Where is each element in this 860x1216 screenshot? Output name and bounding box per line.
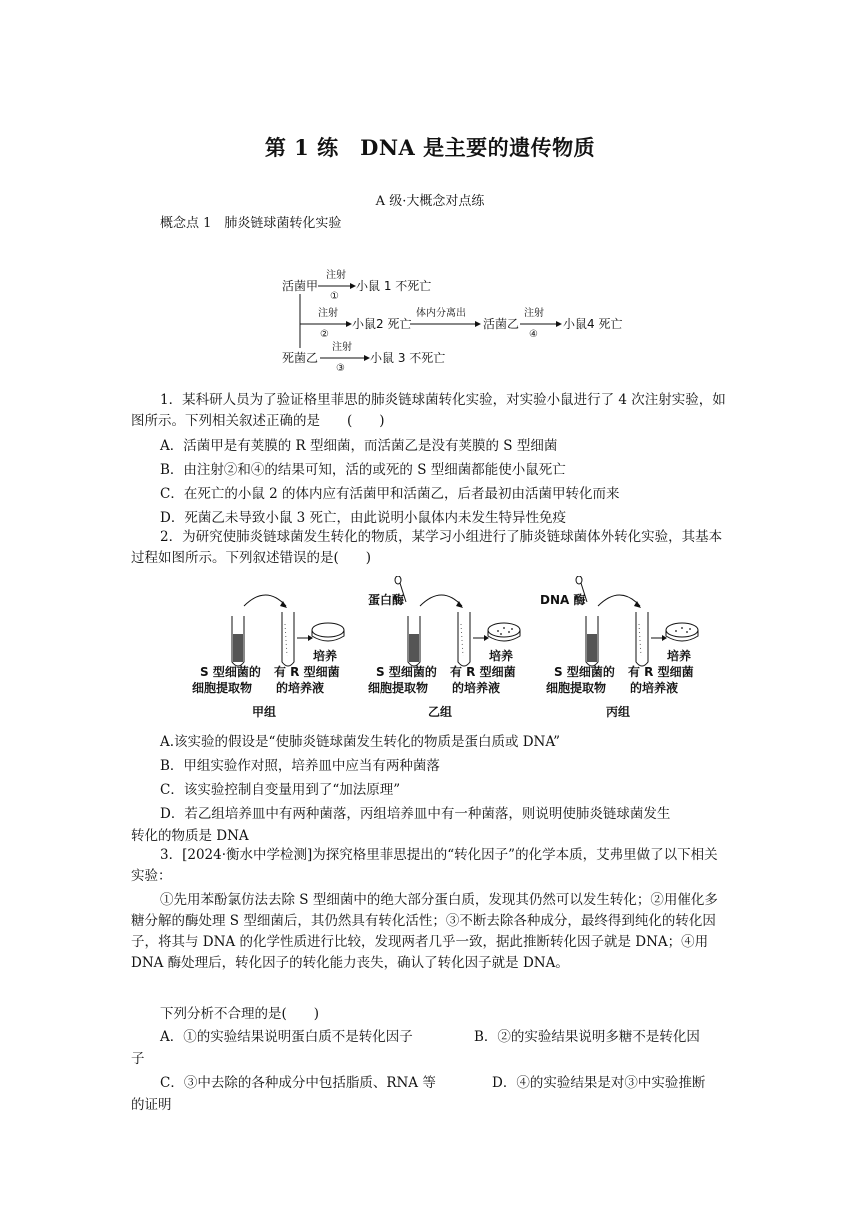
q2-option-d: D．若乙组培养皿中有两种菌落，丙组培养皿中有一种菌落，则说明使肺炎链球菌发生 xyxy=(160,806,671,822)
r-culture-c-1: 有 R 型细菌 xyxy=(628,665,694,679)
inject-label-3: 注射 xyxy=(332,342,352,353)
q3-body: ①先用苯酚氯仿法去除 S 型细菌中的绝大部分蛋白质，发现其仍然可以发生转化；②用催化多糖分解的酶处理 S 型细菌后，其仍然具有转化活性；③不断去除各种成分，最终得到纯化的转化因子，将其与 DNA 的化学性质进行比较，发现两者几乎一致，据此推断转化因子就是 DNA；④用 DNA 酶处理后，转化因子的转化能力丧失，确认了转化因子就是 DNA。 xyxy=(131,892,718,971)
s-extract-b-1: S 型细菌的 xyxy=(376,665,437,679)
mouse-4-label: 小鼠4 死亡 xyxy=(563,317,623,331)
mouse-2-label: 小鼠2 死亡 xyxy=(352,317,412,331)
q3-option-b-cont: 子 xyxy=(131,1051,145,1067)
r-culture-b-1: 有 R 型细菌 xyxy=(450,665,516,679)
level-heading: A 级·大概念对点练 xyxy=(375,194,485,209)
r-culture-a-2: 的培养液 xyxy=(276,681,325,695)
live-b-label: 活菌乙 xyxy=(483,317,520,331)
q1-option-b: B．由注射②和④的结果可知，活的或死的 S 型细菌都能使小鼠死亡 xyxy=(160,462,566,478)
q3-stem: 3．[2024·衡水中学检测]为探究格里菲思提出的“转化因子”的化学本质，艾弗里做了以下相关实验： xyxy=(131,847,718,884)
culture-label-c: 培养 xyxy=(667,649,692,663)
culture-label-a: 培养 xyxy=(313,649,338,663)
inject-label-2: 注射 xyxy=(318,308,338,319)
page-title: 第 1 练 DNA 是主要的遗传物质 xyxy=(264,135,596,160)
q3-option-a: A．①的实验结果说明蛋白质不是转化因子 xyxy=(160,1029,413,1045)
q2-option-c: C．该实验控制自变量用到了“加法原理” xyxy=(160,782,401,798)
s-extract-c-1: S 型细菌的 xyxy=(554,665,615,679)
step-3-label: ③ xyxy=(336,363,345,374)
dnase-label: DNA 酶 xyxy=(540,593,586,607)
inject-label-4: 注射 xyxy=(524,308,544,319)
q3-option-d-cont: 的证明 xyxy=(131,1097,172,1113)
group-a-label: 甲组 xyxy=(252,705,277,719)
dead-b-label: 死菌乙 xyxy=(282,351,319,365)
separate-label: 体内分离出 xyxy=(416,308,466,319)
q1-stem: 1．某科研人员为了验证格里菲思的肺炎链球菌转化实验，对实验小鼠进行了 4 次注射实验，如图所示。下列相关叙述正确的是 ( ) xyxy=(131,392,726,429)
step-2-label: ② xyxy=(320,329,329,340)
mouse-1-label: 小鼠 1 不死亡 xyxy=(356,279,432,293)
q2-stem: 2．为研究使肺炎链球菌发生转化的物质，某学习小组进行了肺炎链球菌体外转化实验，其基本过程如图所示。下列叙述错误的是( ) xyxy=(131,529,723,566)
protease-label: 蛋白酶 xyxy=(368,593,405,607)
s-extract-a-2: 细胞提取物 xyxy=(192,681,253,695)
q2-option-d-cont: 转化的物质是 DNA xyxy=(131,828,249,844)
r-culture-c-2: 的培养液 xyxy=(630,681,679,695)
q3-option-c: C．③中去除的各种成分中包括脂质、RNA 等 xyxy=(160,1075,436,1091)
q3-option-b: B．②的实验结果说明多糖不是转化因 xyxy=(474,1029,700,1045)
r-culture-a-1: 有 R 型细菌 xyxy=(274,665,340,679)
concept-heading: 概念点 1 肺炎链球菌转化实验 xyxy=(160,216,342,231)
culture-label-b: 培养 xyxy=(489,649,514,663)
q1-option-c: C．在死亡的小鼠 2 的体内应有活菌甲和活菌乙，后者最初由活菌甲转化而来 xyxy=(160,486,620,502)
s-extract-a-1: S 型细菌的 xyxy=(200,665,261,679)
q2-option-a: A.该实验的假设是“使肺炎链球菌发生转化的物质是蛋白质或 DNA” xyxy=(160,734,561,750)
r-culture-b-2: 的培养液 xyxy=(452,681,501,695)
group-b-label: 乙组 xyxy=(428,705,453,719)
q3-option-d: D．④的实验结果是对③中实验推断 xyxy=(492,1075,706,1091)
step-4-label: ④ xyxy=(529,329,538,340)
q1-option-d: D．死菌乙未导致小鼠 3 死亡，由此说明小鼠体内未发生特异性免疫 xyxy=(160,510,566,526)
inject-label-1: 注射 xyxy=(326,270,346,281)
group-a xyxy=(192,595,344,719)
injection-diagram xyxy=(270,262,630,374)
q1-option-a: A．活菌甲是有荚膜的 R 型细菌，而活菌乙是没有荚膜的 S 型细菌 xyxy=(160,438,558,454)
group-b xyxy=(368,576,520,719)
group-c xyxy=(540,576,698,719)
group-c-label: 丙组 xyxy=(606,705,631,719)
s-extract-b-2: 细胞提取物 xyxy=(368,681,429,695)
transformation-diagram xyxy=(186,576,706,722)
q2-option-b: B．甲组实验作对照，培养皿中应当有两种菌落 xyxy=(160,758,440,774)
q3-ask: 下列分析不合理的是( ) xyxy=(160,1006,320,1022)
mouse-3-label: 小鼠 3 不死亡 xyxy=(370,351,446,365)
s-extract-c-2: 细胞提取物 xyxy=(546,681,607,695)
live-a-label: 活菌甲 xyxy=(282,279,319,293)
step-1-label: ① xyxy=(330,291,339,302)
